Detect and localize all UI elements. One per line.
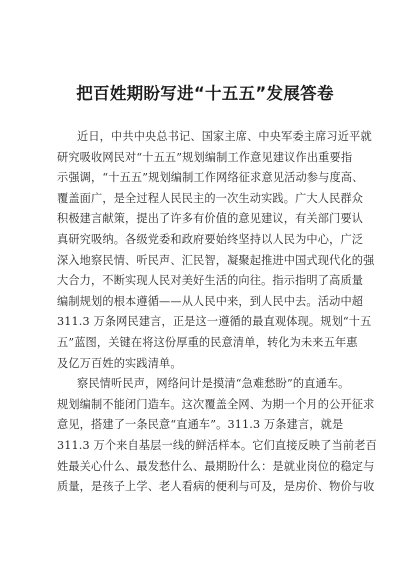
paragraph-line: 意见，搭建了一条民意“直通车”。311.3 万条建言，就是	[57, 418, 344, 432]
paragraph-line: 深入地察民情、听民声、汇民智，凝聚起推进中国式现代化的强	[57, 253, 375, 267]
paragraph-line: 311.3 万个来自基层一线的鲜活样本。它们直接反映了当前老百	[57, 438, 377, 452]
paragraph-line: 311.3 万条网民建言，正是这一遵循的最直观体现。规划“十五	[57, 315, 372, 329]
paragraph-line: 示强调，“十五五”规划编制工作网络征求意见活动参与度高、	[57, 171, 364, 185]
article-title: 把百姓期盼写进“十五五”发展答卷	[76, 84, 334, 103]
paragraph-line: 真研究吸纳。各级党委和政府要始终坚持以人民为中心，广泛	[57, 232, 364, 246]
paragraph-line: 规划编制不能闭门造车。这次覆盖全网、为期一个月的公开征求	[57, 397, 375, 411]
paragraph-line: 积极建言献策，提出了许多有价值的意见建议，有关部门要认	[57, 212, 364, 226]
paragraph-line: 近日，中共中央总书记、国家主席、中央军委主席习近平就	[77, 130, 372, 143]
paragraph-line: 质量，是孩子上学、老人看病的便利与可及，是房价、物价与收	[57, 480, 375, 494]
paragraph-line: 察民情听民声，网络问计是摸清“急难愁盼”的直通车。	[77, 377, 350, 391]
paragraph-line: 五”蓝图，关键在将这份厚重的民意清单，转化为未来五年惠	[57, 335, 358, 349]
article-body	[57, 127, 377, 498]
paragraph-line: 覆盖面广，是全过程人民民主的一次生动实践。广大人民群众	[57, 191, 364, 205]
paragraph-line: 大合力，不断实现人民对美好生活的向往。指示指明了高质量	[57, 274, 364, 288]
paragraph-line: 研究吸收网民对“十五五”规划编制工作意见建议作出重要指	[57, 150, 353, 164]
paragraph-line: 及亿万百姓的实践清单。	[57, 356, 182, 370]
paragraph-line: 编制规划的根本遵循——从人民中来，到人民中去。活动中超	[57, 294, 364, 308]
paragraph-line: 姓最关心什么、最发愁什么、最期盼什么：是就业岗位的稳定与	[57, 459, 375, 473]
